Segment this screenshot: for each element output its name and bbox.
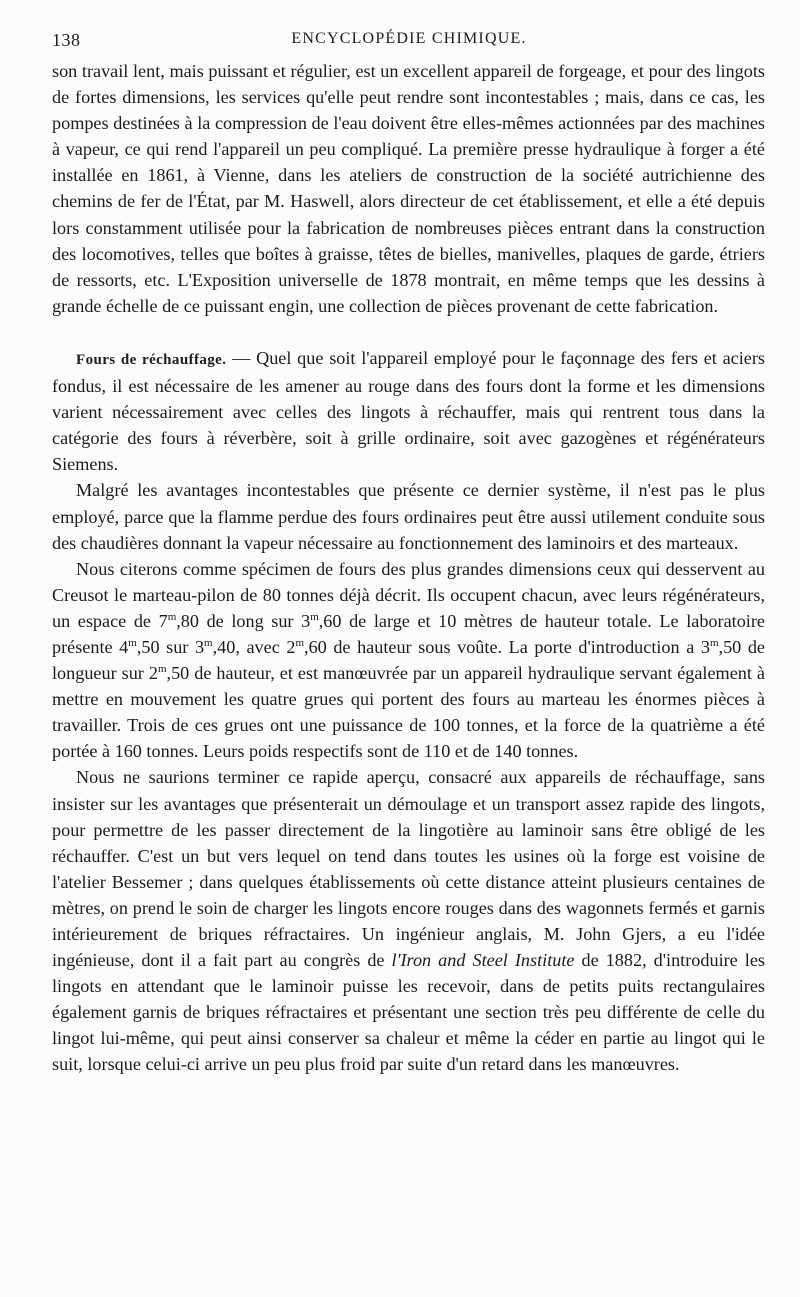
text-run: ,60 de large et 10 mètres de hauteur totale. Le laboratoire présente 4 [52, 610, 765, 657]
paragraph-hot-ingot-transport [52, 764, 765, 1077]
page-number: 138 [52, 30, 81, 50]
text-run: ,50 de hauteur, et est manœuvrée par un appareil hydraulique servant également à mettre en mouvement les quatre grues qui portent des fours au marteau les énormes pièces à travailler. Trois de ces grues ont une puissance de 100 tonnes, et la force de la quatrième a été portée à 160 tonnes. Leurs poids respectifs sont de 110 et de 140 tonnes. [52, 663, 765, 762]
paragraph-siemens-system: Malgré les avantages incontestables que présente ce dernier système, il n'est pas le plus employé, parce que la flamme perdue des fours ordinaires peut être aussi utilement conduite sous des chaudières donnant la vapeur nécessaire au fonctionnement des laminoirs et des marteaux. [52, 480, 765, 553]
paragraph-creusot-furnaces [52, 556, 765, 765]
text-run: ,50 de longueur sur 2 [52, 636, 765, 684]
unit-superscript: m [310, 610, 319, 623]
text-run: ,50 sur 3 [136, 636, 205, 657]
unit-superscript: m [167, 610, 177, 623]
unit-superscript: m [157, 663, 167, 675]
unit-superscript: m [128, 636, 137, 649]
paragraph-reheating-furnaces [52, 345, 765, 477]
text-run: ,80 de long sur 3 [176, 610, 311, 631]
text-run: ,60 de hauteur sous voûte. La porte d'introduction a 3 [304, 636, 710, 657]
unit-superscript: m [709, 636, 719, 649]
section-heading: Fours de réchauffage. [76, 351, 227, 368]
paragraph-text: — Quel que soit l'appareil employé pour le façonnage des fers et aciers fondus, il est nécessaire de les amener au rouge dans des fours dont la forme et les dimensions varient nécessairement avec celles des lingots à réchauffer, mais qui rentrent tous dans la catégorie des fours à réverbère, soit à grille ordinaire, soit avec gazogènes et régénérateurs Siemens. [52, 347, 765, 475]
text-run: ,40, avec 2 [212, 636, 296, 657]
text-run: Nous citerons comme spécimen de fours des plus grandes dimensions ceux qui desservent au Creusot le marteau-pilon de 80 tonnes déjà décrit. Ils occupent chacun, avec leurs régénérateurs, un espace de 7 [52, 558, 765, 631]
institute-name: l'Iron and Steel Institute [391, 950, 575, 971]
unit-superscript: m [204, 636, 213, 649]
paragraph-forging-press: son travail lent, mais puissant et régulier, est un excellent appareil de forgeage, et pour des lingots de fortes dimensions, les services qu'elle peut rendre sont incontestables ; mais, dans ce cas, les pompes destinées à la compression de l'eau doivent être elles-mêmes actionnées par des machines à vapeur, ce qui rend l'appareil un peu compliqué. La première presse hydraulique à forger a été installée en 1861, à Vienne, dans les ateliers de construction de la société autrichienne des chemins de fer de l'État, par M. Haswell, alors directeur de cet établissement, et elle a été depuis lors constamment utilisée pour la fabrication de nombreuses pièces entrant dans la construction des locomotives, telles que boîtes à graisse, têtes de bielles, manivelles, plaques de garde, étriers de ressorts, etc. L'Exposition universelle de 1878 montrait, en même temps que les dessins à grande échelle de ce puissant engin, une collection de pièces provenant de cette fabrication. [52, 61, 765, 316]
body-text [52, 58, 765, 1078]
text-run: Nous ne saurions terminer ce rapide aperçu, consacré aux appareils de réchauffage, sans insister sur les avantages que présenterait un démoulage et un transport assez rapide des lingots, pour permettre de les passer directement de la lingotière au laminoir sans être obligé de les réchauffer. C'est un but vers lequel on tend dans toutes les usines où la forge est voisine de l'atelier Bessemer ; dans quelques établissements où cette distance atteint plusieurs centaines de mètres, on prend le soin de charger les lingots encore rouges dans des wagonnets fermés et garnis intérieurement de briques réfractaires. Un ingénieur anglais, M. John Gjers, a eu l'idée ingénieuse, dont il a fait part au congrès de [52, 767, 765, 971]
text-run: de 1882, d'introduire les lingots en attendant que le laminoir puisse les recevoir, dans de petits puits rectangulaires également garnis de briques réfractaires et présentant une section très peu différente de celle du lingot lui-même, qui peut ainsi conserver sa chaleur et même la céder en partie au lingot qui le suit, lorsque celui-ci arrive un peu plus froid par suite d'un retard dans les manœuvres. [52, 950, 765, 1075]
unit-superscript: m [295, 636, 305, 649]
running-title: ENCYCLOPÉDIE CHIMIQUE. [291, 30, 527, 47]
running-header [52, 30, 766, 52]
